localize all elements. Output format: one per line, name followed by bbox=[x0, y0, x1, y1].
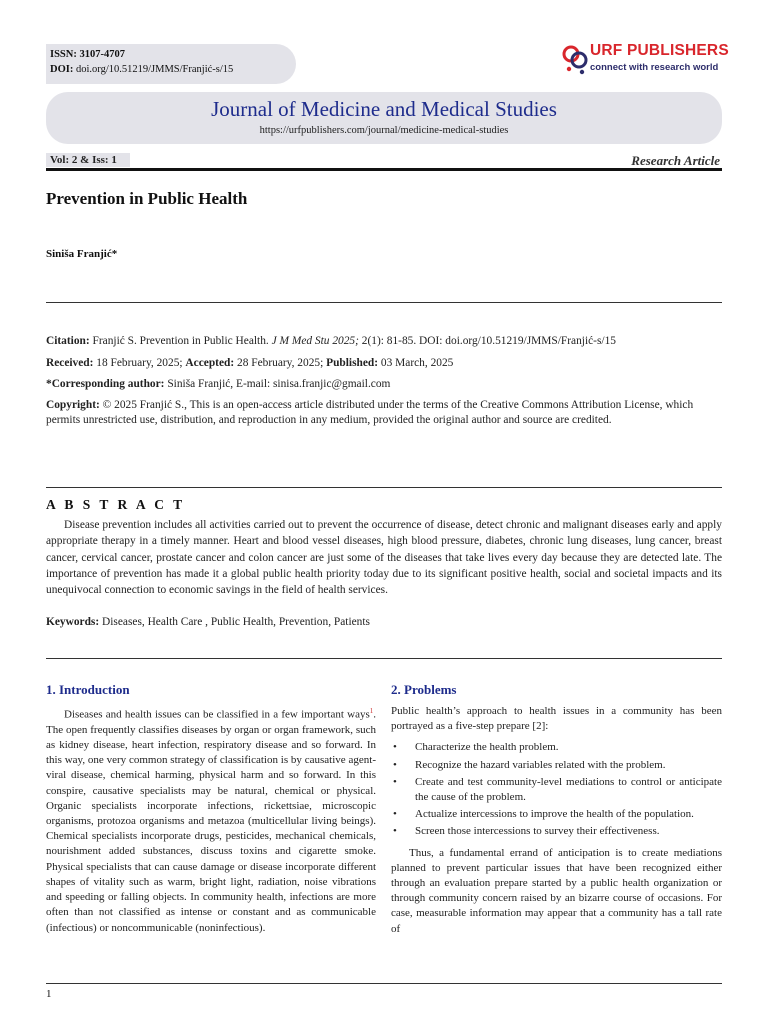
volume-issue: Vol: 2 & Iss: 1 bbox=[46, 153, 130, 167]
section-heading-problems: 2. Problems bbox=[391, 682, 457, 697]
abstract-heading: A B S T R A C T bbox=[46, 497, 186, 512]
keywords: Keywords: Diseases, Health Care , Public Health, Prevention, Patients bbox=[46, 616, 370, 628]
doi-line: DOI: doi.org/10.51219/JMMS/Franjić-s/15 bbox=[50, 64, 234, 75]
dates: Received: 18 February, 2025; Accepted: 28 February, 2025; Published: 03 March, 2025 bbox=[46, 357, 454, 369]
doi-link[interactable]: doi.org/10.51219/JMMS/Franjić-s/15 bbox=[75, 64, 234, 75]
copyright: Copyright: © 2025 Franjić S., This is an open-access article distributed under the terms of the Creative Commons Attribution License, which permits unrestricted use, distribution, and reproduction in any medium, provided the original author and source are credited. bbox=[46, 399, 694, 426]
divider bbox=[46, 302, 722, 303]
journal-title: Journal of Medicine and Medical Studies bbox=[211, 97, 557, 121]
corresponding-author: *Corresponding author: Siniša Franjić, E-mail: sinisa.franjic@gmail.com bbox=[46, 378, 391, 390]
article-title: Prevention in Public Health bbox=[46, 189, 248, 208]
problems-body: Public health’s approach to health issues in a community has been portrayed as a five-step prepare [2]: • Characterize the health problem. • Recognize the hazard variables related with the problem. • Create and test community-level mediations to control or anticipate the cause of the problem. • Actualize intercessions to improve the health of the population. • Screen those intercessions to survey their effectiveness. Thus, a fundamental errand of anticipation is to create mediations planned to prevent particular issues that have been recognized either through an evaluation prepare started by a public health organization or through community concern raised by an bizarre course of occasions. For case, measurable information may appear that a community has a tall rate of bbox=[391, 705, 722, 935]
divider bbox=[46, 487, 722, 488]
citation: Citation: Franjić S. Prevention in Public Health. J M Med Stu 2025; 2(1): 81-85. DOI: doi.org/10.51219/JMMS/Franjić-s/15 bbox=[46, 335, 616, 347]
page-number: 1 bbox=[46, 988, 52, 1000]
issn-line: ISSN: 3107-4707 bbox=[50, 49, 125, 60]
list-item: • Characterize the health problem. bbox=[393, 741, 559, 754]
list-item: • Actualize intercessions to improve the health of the population. bbox=[393, 808, 694, 821]
list-item: • Create and test community-level mediations to control or anticipate the cause of the problem. bbox=[393, 775, 722, 804]
article-author: Siniša Franjić* bbox=[46, 248, 118, 260]
publisher-tagline: connect with research world bbox=[590, 62, 719, 73]
publisher-logo-icon bbox=[560, 42, 590, 76]
abstract-text: Disease prevention includes all activities carried out to prevent the occurrence of disease, detect chronic and malignant diseases early and apply appropriate therapy in a timely manner. Heart and blood vessel diseases, high blood pressure, diabetes, chronic lung diseases, lung cancer, breast cancer, cervical cancer, prostate cancer and colon cancer are just some of the diseases that take lives every day because they are detected late. The importance of prevention has made it a global public health priority today due to its significant positive health, social and societal impacts and its unequivocal connection to economic savings in the field of health services. bbox=[46, 519, 722, 597]
header-divider bbox=[46, 168, 722, 171]
section-heading-introduction: 1. Introduction bbox=[46, 682, 130, 697]
journal-url[interactable]: https://urfpublishers.com/journal/medicine-medical-studies bbox=[259, 125, 509, 136]
article-type: Research Article bbox=[631, 153, 720, 168]
footer-divider bbox=[46, 983, 722, 984]
publisher-name: URF PUBLISHERS bbox=[590, 42, 729, 59]
reference-link[interactable]: 1 bbox=[369, 707, 374, 715]
list-item: • Recognize the hazard variables related with the problem. bbox=[393, 758, 666, 771]
steps-list bbox=[391, 740, 722, 839]
introduction-body: Diseases and health issues can be classified in a few important ways$^1$. The open frequently classifies diseases by organ or organ framework, such as kidney disease, heart infection, respiratory disease and so forward. In this way, one very common strategy of classification is by causative agent-viral disease, chemical harming, physical harm and so forward. In this conspire, causative specialists may be natural, chemical or physical. Organic specialists incorporate infections, rickettsiae, microscopic organisms, protozoa organisms and metazoa (multicellular living beings). Chemical specialists incorporate drugs, pesticides, mechanical chemicals, nourishment added substances, discuss toxins and cigarette smoke. Physical specialists that can cause damage or disease incorporate different shapes of vitality such as warm, bright light, radiation, noise vibrations and speeding or falling objects. In community health, infections are more often than not classified as intense or constant and as communicable (infectious) or noncommunicable (noninfectious). bbox=[46, 707, 376, 934]
divider bbox=[46, 658, 722, 659]
list-item: • Screen those intercessions to survey their effectiveness. bbox=[393, 825, 660, 838]
